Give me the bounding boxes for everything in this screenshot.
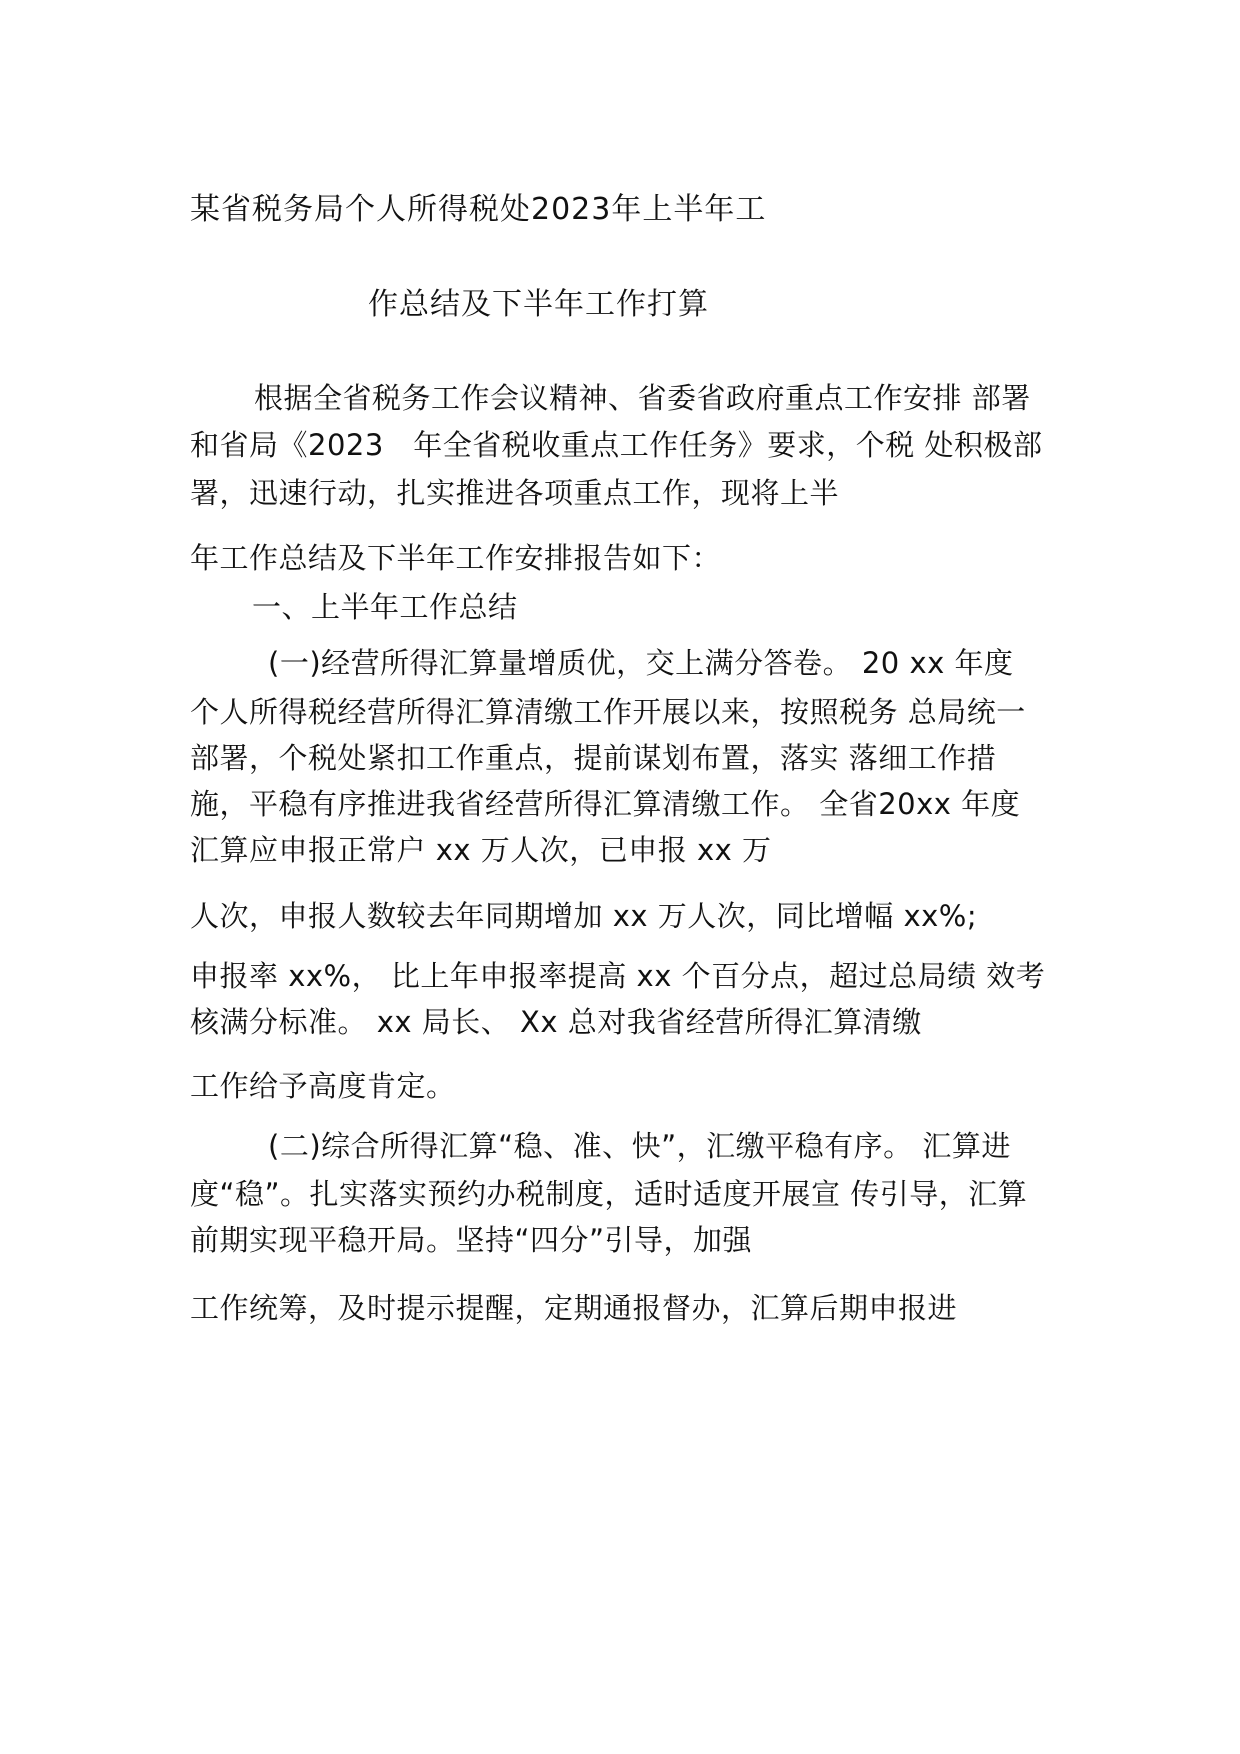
section-heading: 一、上半年工作总结 (252, 590, 518, 624)
paragraph-line: 核满分标准。 xx 局长、 Xx 总对我省经营所得汇算清缴 (190, 1005, 922, 1039)
subsection-heading: (一)经营所得汇算量增质优，交上满分答卷。 20 xx 年度 (268, 646, 1014, 680)
paragraph-line: 根据全省税务工作会议精神、省委省政府重点工作安排 部署 (254, 381, 1031, 415)
paragraph-line: 年工作总结及下半年工作安排报告如下： (190, 541, 722, 575)
document-title-line-1: 某省税务局个人所得税处2023年上半年工 (190, 192, 767, 227)
paragraph-line: 署，迅速行动，扎实推进各项重点工作，现将上半 (190, 476, 840, 510)
paragraph-line: 部署，个税处紧扣工作重点，提前谋划布置，落实 落细工作措 (190, 741, 997, 775)
document-title-line-2: 作总结及下半年工作打算 (368, 287, 709, 322)
paragraph-line: 汇算应申报正常户 xx 万人次，已申报 xx 万 (190, 833, 772, 867)
subsection-heading: (二)综合所得汇算“稳、准、快”，汇缴平稳有序。 汇算进 (268, 1129, 1011, 1163)
paragraph-line: 申报率 xx%， 比上年申报率提高 xx 个百分点，超过总局绩 效考 (190, 959, 1046, 993)
paragraph-line: 度“稳”。扎实落实预约办税制度，适时适度开展宣 传引导，汇算 (190, 1177, 1028, 1211)
paragraph-line: 和省局《2023 年全省税收重点工作任务》要求，个税 处积极部 (190, 428, 1043, 462)
paragraph-line: 个人所得税经营所得汇算清缴工作开展以来，按照税务 总局统一 (190, 695, 1026, 729)
paragraph-line: 工作给予高度肯定。 (190, 1069, 456, 1103)
paragraph-line: 人次，申报人数较去年同期增加 xx 万人次，同比增幅 xx%; (190, 899, 978, 933)
paragraph-line: 施，平稳有序推进我省经营所得汇算清缴工作。 全省20xx 年度 (190, 787, 1021, 821)
paragraph-line: 工作统筹，及时提示提醒，定期通报督办，汇算后期申报进 (190, 1291, 958, 1325)
paragraph-line: 前期实现平稳开局。坚持“四分”引导，加强 (190, 1223, 753, 1257)
